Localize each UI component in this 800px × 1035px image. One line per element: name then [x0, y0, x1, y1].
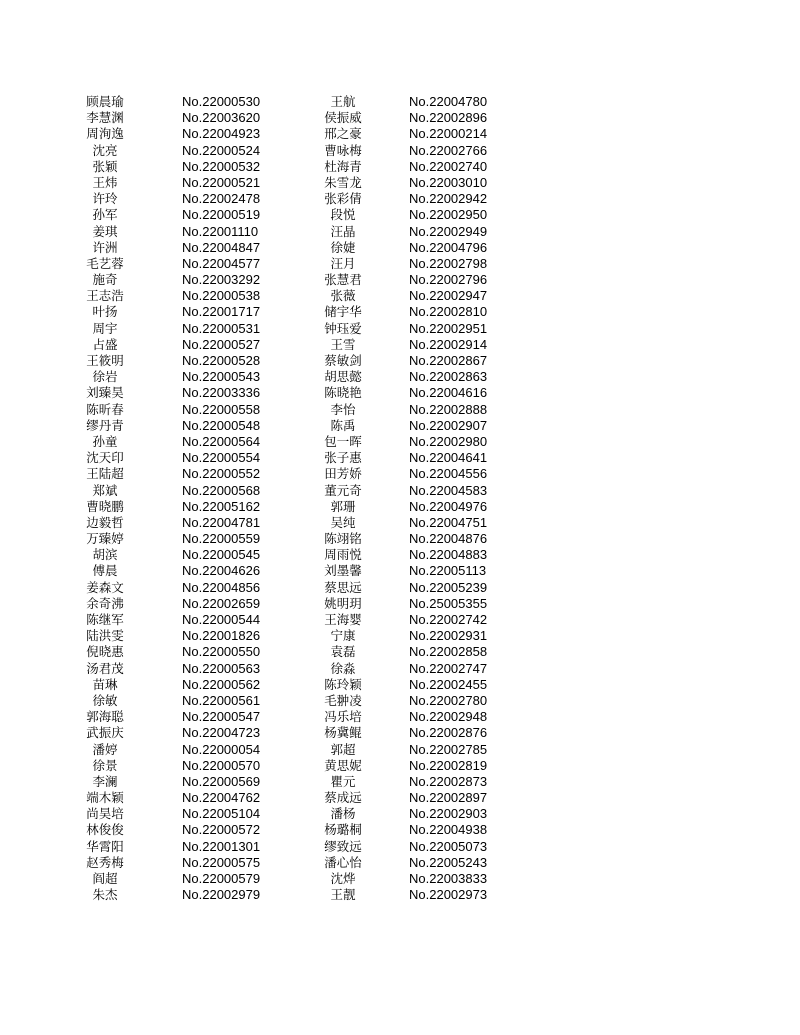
left-student-number: No.22000572	[182, 822, 261, 838]
right-student-name: 陈禹	[330, 417, 356, 433]
left-student-name: 孙童	[92, 433, 118, 449]
left-student-number: No.22000544	[182, 612, 261, 627]
roster-row	[0, 725, 800, 741]
roster-row	[0, 450, 800, 466]
right-student-number: No.22004976	[409, 498, 488, 514]
right-student-name: 吴纯	[330, 514, 356, 530]
left-student-number: No.22000568	[182, 482, 261, 498]
right-student-name: 张慧君	[324, 272, 362, 288]
left-student-name: 孙军	[92, 207, 118, 223]
right-student-name: 王航	[330, 94, 356, 109]
right-student-number: No.22002980	[409, 433, 488, 449]
right-student-name: 侯振威	[324, 110, 362, 126]
right-student-name: 包一晖	[324, 433, 362, 449]
roster-row	[0, 563, 800, 579]
right-student-number: No.22002742	[409, 612, 488, 627]
right-student-number: No.22003833	[409, 871, 488, 886]
right-student-number: No.22002949	[409, 223, 488, 239]
right-student-name: 储宇华	[324, 304, 362, 320]
roster-row	[0, 596, 800, 612]
left-student-name: 陈昕春	[86, 401, 124, 417]
left-student-number: No.22002478	[182, 191, 261, 207]
left-student-name: 万臻婷	[86, 531, 124, 547]
left-student-number: No.22000570	[182, 757, 261, 773]
left-student-number: No.22000558	[182, 401, 261, 417]
roster-row	[0, 515, 800, 531]
roster-row	[0, 628, 800, 644]
right-student-number: No.22002948	[409, 709, 488, 725]
right-student-number: No.22002931	[409, 628, 488, 644]
right-student-number: No.22002780	[409, 692, 488, 708]
left-student-number: No.22000054	[182, 741, 261, 757]
left-student-name: 王志浩	[86, 288, 124, 304]
left-student-name: 徐岩	[92, 369, 118, 385]
right-student-name: 张薇	[330, 288, 356, 304]
right-student-name: 姚明玥	[324, 595, 362, 611]
left-student-name: 缪丹青	[86, 417, 124, 433]
left-student-name: 施奇	[92, 272, 118, 288]
roster-row	[0, 839, 800, 855]
right-student-number: No.22002863	[409, 369, 488, 385]
right-student-number: No.22005073	[409, 838, 488, 854]
roster-row	[0, 321, 800, 337]
right-student-number: No.22002796	[409, 272, 488, 288]
roster-row	[0, 175, 800, 191]
right-student-name: 冯乐培	[324, 709, 362, 725]
roster-row	[0, 822, 800, 838]
roster-row	[0, 143, 800, 159]
roster-row	[0, 240, 800, 256]
right-student-name: 徐淼	[330, 660, 356, 676]
left-student-number: No.22004762	[182, 790, 261, 806]
right-student-number: No.22002942	[409, 191, 488, 207]
left-student-name: 徐敏	[92, 692, 118, 708]
right-student-name: 邢之豪	[324, 126, 362, 142]
roster-row	[0, 693, 800, 709]
left-student-number: No.22003336	[182, 385, 261, 401]
left-student-name: 刘臻昊	[86, 385, 124, 401]
right-student-name: 宁康	[330, 628, 356, 644]
right-student-number: No.25005355	[409, 595, 488, 611]
right-student-name: 陈玲颖	[324, 676, 362, 692]
right-student-name: 杨冀鲲	[324, 725, 362, 741]
left-student-number: No.22002979	[182, 887, 261, 903]
right-student-name: 杜海青	[324, 158, 362, 174]
roster-row	[0, 159, 800, 175]
left-student-name: 武振庆	[86, 725, 124, 741]
roster-row	[0, 369, 800, 385]
right-student-number: No.22002914	[409, 336, 488, 352]
left-student-name: 叶扬	[92, 304, 118, 320]
left-student-number: No.22001826	[182, 628, 261, 644]
roster-row	[0, 126, 800, 142]
left-student-number: No.22004626	[182, 563, 261, 579]
left-student-name: 许玲	[92, 191, 118, 207]
right-student-number: No.22004883	[409, 547, 488, 563]
roster-row	[0, 385, 800, 401]
roster-row	[0, 94, 800, 110]
right-student-name: 郭超	[330, 741, 356, 757]
left-student-number: No.22001301	[182, 838, 261, 854]
left-student-name: 汤君茂	[86, 660, 124, 676]
left-student-number: No.22000530	[182, 94, 261, 109]
roster-row	[0, 288, 800, 304]
left-student-name: 余奇沸	[86, 595, 124, 611]
left-student-name: 姜琪	[92, 223, 118, 239]
roster-row	[0, 774, 800, 790]
right-student-number: No.22004583	[409, 482, 488, 498]
left-student-name: 周洵逸	[86, 126, 124, 142]
left-student-number: No.22000543	[182, 369, 261, 385]
left-student-number: No.22000563	[182, 660, 261, 676]
right-student-name: 曹咏梅	[324, 142, 362, 158]
right-student-number: No.22002873	[409, 773, 488, 789]
roster-row	[0, 402, 800, 418]
right-student-number: No.22002858	[409, 644, 488, 660]
right-student-name: 潘杨	[330, 806, 356, 822]
right-student-number: No.22004780	[409, 94, 488, 109]
roster-row	[0, 742, 800, 758]
roster-row	[0, 224, 800, 240]
right-student-name: 朱雪龙	[324, 174, 362, 190]
right-student-number: No.22004751	[409, 514, 488, 530]
right-student-name: 蔡思远	[324, 579, 362, 595]
right-student-number: No.22000214	[409, 126, 488, 142]
roster-row	[0, 790, 800, 806]
roster-row	[0, 191, 800, 207]
left-student-name: 胡滨	[92, 547, 118, 563]
right-student-name: 段悦	[330, 207, 356, 223]
right-student-name: 汪晶	[330, 223, 356, 239]
left-student-name: 王炜	[92, 174, 118, 190]
left-student-number: No.22000554	[182, 450, 261, 466]
right-student-name: 袁磊	[330, 644, 356, 660]
left-student-number: No.22004723	[182, 725, 261, 741]
right-student-number: No.22002907	[409, 417, 488, 433]
left-student-number: No.22000564	[182, 433, 261, 449]
right-student-name: 周雨悦	[324, 547, 362, 563]
roster-row	[0, 337, 800, 353]
right-student-number: No.22002867	[409, 353, 488, 368]
roster-row	[0, 110, 800, 126]
right-student-number: No.22002819	[409, 757, 488, 773]
left-student-name: 朱杰	[92, 887, 118, 903]
right-student-name: 汪月	[330, 255, 356, 271]
right-student-name: 董元奇	[324, 482, 362, 498]
roster-row	[0, 709, 800, 725]
right-student-number: No.22005239	[409, 579, 488, 595]
right-student-number: No.22002740	[409, 158, 488, 174]
left-student-name: 陈继军	[86, 612, 124, 627]
left-student-number: No.22000538	[182, 288, 261, 304]
right-student-name: 郭珊	[330, 498, 356, 514]
left-student-number: No.22000521	[182, 174, 261, 190]
right-student-number: No.22002888	[409, 401, 488, 417]
left-student-name: 尚昊培	[86, 806, 124, 822]
roster-row	[0, 304, 800, 320]
right-student-number: No.22002785	[409, 741, 488, 757]
left-student-number: No.22000552	[182, 466, 261, 482]
left-student-name: 华霄阳	[86, 838, 124, 854]
left-student-name: 阎超	[92, 871, 118, 886]
right-student-name: 钟珏爱	[324, 320, 362, 336]
right-student-number: No.22002950	[409, 207, 488, 223]
left-student-number: No.22004577	[182, 255, 261, 271]
left-student-name: 徐景	[92, 757, 118, 773]
right-student-name: 瞿元	[330, 773, 356, 789]
left-student-name: 李澜	[92, 773, 118, 789]
right-student-name: 李怡	[330, 401, 356, 417]
right-student-name: 王海婴	[324, 612, 362, 627]
left-student-name: 周宇	[92, 320, 118, 336]
roster-row	[0, 353, 800, 369]
right-student-number: No.22002798	[409, 255, 488, 271]
roster-row	[0, 644, 800, 660]
left-student-name: 张颖	[92, 158, 118, 174]
left-student-name: 端木颖	[86, 790, 124, 806]
roster-row	[0, 207, 800, 223]
left-student-number: No.22003620	[182, 110, 261, 126]
left-student-name: 郑斌	[92, 482, 118, 498]
left-student-name: 毛艺蓉	[86, 255, 124, 271]
right-student-name: 张彩倩	[324, 191, 362, 207]
left-student-number: No.22005162	[182, 498, 261, 514]
left-student-name: 边毅哲	[86, 514, 124, 530]
roster-row	[0, 661, 800, 677]
roster-row	[0, 466, 800, 482]
left-student-number: No.22000569	[182, 773, 261, 789]
left-student-number: No.22000531	[182, 320, 261, 336]
roster-row	[0, 887, 800, 903]
roster-row	[0, 256, 800, 272]
right-student-number: No.22004641	[409, 450, 488, 466]
left-student-name: 陆洪雯	[86, 628, 124, 644]
left-student-name: 李慧渊	[86, 110, 124, 126]
right-student-name: 陈晓艳	[324, 385, 362, 401]
right-student-number: No.22004556	[409, 466, 488, 482]
right-student-number: No.22002876	[409, 725, 488, 741]
left-student-name: 沈天印	[86, 450, 124, 466]
left-student-name: 许洲	[92, 239, 118, 255]
right-student-name: 缪致远	[324, 838, 362, 854]
left-student-number: No.22004856	[182, 579, 261, 595]
left-student-name: 曹晓鹏	[86, 498, 124, 514]
roster-row	[0, 499, 800, 515]
left-student-number: No.22000575	[182, 854, 261, 870]
left-student-number: No.22000559	[182, 531, 261, 547]
roster-row	[0, 871, 800, 887]
right-student-name: 王靓	[330, 887, 356, 903]
left-student-name: 占盛	[92, 336, 118, 352]
roster-sheet	[0, 94, 800, 903]
right-student-number: No.22002455	[409, 676, 488, 692]
left-student-name: 苗琳	[92, 676, 118, 692]
left-student-number: No.22002659	[182, 595, 261, 611]
right-student-number: No.22005113	[409, 563, 487, 579]
right-student-name: 张子惠	[324, 450, 362, 466]
left-student-name: 赵秀梅	[86, 854, 124, 870]
right-student-number: No.22002947	[409, 288, 488, 304]
left-student-number: No.22000524	[182, 142, 261, 158]
right-student-name: 潘心怡	[324, 854, 362, 870]
right-student-number: No.22004616	[409, 385, 488, 401]
right-student-name: 杨璐桐	[324, 822, 362, 838]
right-student-number: No.22002896	[409, 110, 488, 126]
right-student-number: No.22004938	[409, 822, 488, 838]
left-student-number: No.22000562	[182, 676, 261, 692]
left-student-number: No.22001110	[182, 223, 259, 239]
left-student-number: No.22000550	[182, 644, 261, 660]
right-student-name: 黄思妮	[324, 757, 362, 773]
roster-row	[0, 806, 800, 822]
left-student-number: No.22000519	[182, 207, 261, 223]
right-student-number: No.22002810	[409, 304, 488, 320]
left-student-number: No.22003292	[182, 272, 261, 288]
left-student-number: No.22004781	[182, 514, 261, 530]
roster-row	[0, 531, 800, 547]
right-student-name: 毛翀凌	[324, 692, 362, 708]
left-student-number: No.22000548	[182, 417, 261, 433]
left-student-number: No.22004847	[182, 239, 261, 255]
right-student-name: 沈烨	[330, 871, 356, 886]
roster-row	[0, 483, 800, 499]
right-student-number: No.22005243	[409, 854, 488, 870]
right-student-name: 陈翊铭	[324, 531, 362, 547]
right-student-number: No.22002897	[409, 790, 488, 806]
roster-row	[0, 434, 800, 450]
right-student-name: 刘墨馨	[324, 563, 362, 579]
roster-row	[0, 580, 800, 596]
left-student-name: 王筱明	[86, 353, 124, 368]
left-student-name: 郭海聪	[86, 709, 124, 725]
right-student-number: No.22002766	[409, 142, 488, 158]
left-student-number: No.22001717	[182, 304, 261, 320]
roster-row	[0, 418, 800, 434]
left-student-number: No.22000545	[182, 547, 261, 563]
right-student-name: 王雪	[330, 336, 356, 352]
right-student-name: 田芳娇	[324, 466, 362, 482]
left-student-name: 王陆超	[86, 466, 124, 482]
roster-row	[0, 855, 800, 871]
roster-row	[0, 758, 800, 774]
right-student-number: No.22002951	[409, 320, 488, 336]
left-student-number: No.22004923	[182, 126, 261, 142]
right-student-number: No.22002973	[409, 887, 488, 903]
left-student-number: No.22000561	[182, 692, 261, 708]
right-student-number: No.22002903	[409, 806, 488, 822]
right-student-number: No.22004876	[409, 531, 488, 547]
right-student-number: No.22003010	[409, 174, 488, 190]
left-student-number: No.22000579	[182, 871, 261, 886]
right-student-name: 蔡成远	[324, 790, 362, 806]
left-student-name: 潘婷	[92, 741, 118, 757]
left-student-name: 顾晨瑜	[86, 94, 124, 109]
right-student-name: 胡思懿	[324, 369, 362, 385]
right-student-name: 蔡敏剑	[324, 353, 362, 368]
left-student-name: 沈亮	[92, 142, 118, 158]
left-student-number: No.22000528	[182, 353, 261, 368]
roster-row	[0, 272, 800, 288]
left-student-number: No.22000532	[182, 158, 261, 174]
left-student-number: No.22000547	[182, 709, 261, 725]
left-student-number: No.22000527	[182, 336, 261, 352]
roster-row	[0, 612, 800, 628]
roster-row	[0, 547, 800, 563]
right-student-number: No.22002747	[409, 660, 488, 676]
left-student-name: 倪晓惠	[86, 644, 124, 660]
left-student-number: No.22005104	[182, 806, 261, 822]
right-student-number: No.22004796	[409, 239, 488, 255]
right-student-name: 徐婕	[330, 239, 356, 255]
roster-row	[0, 677, 800, 693]
left-student-name: 姜森文	[86, 579, 124, 595]
left-student-name: 傅晨	[92, 563, 118, 579]
left-student-name: 林俊俊	[86, 822, 124, 838]
